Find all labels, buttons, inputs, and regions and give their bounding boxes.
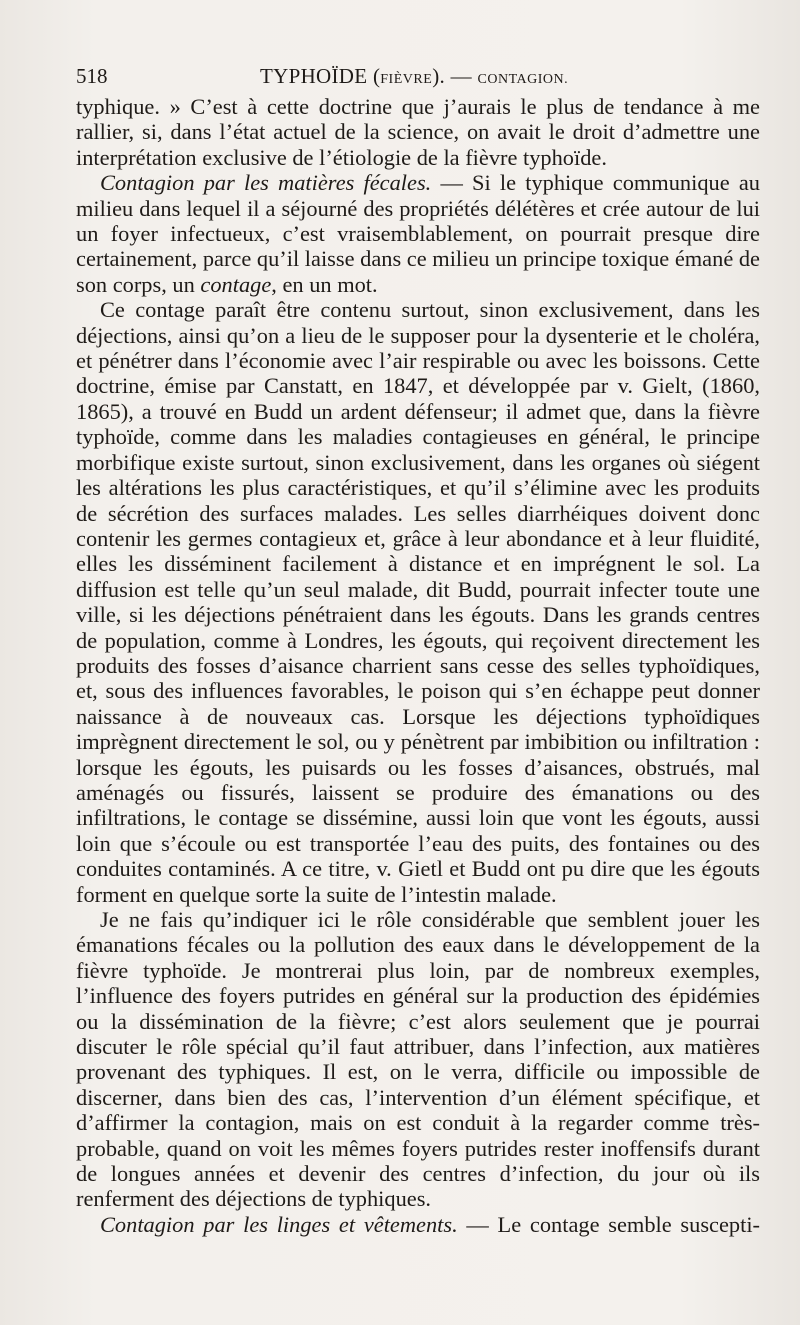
- section-heading-linens: Contagion par les linges et vêtements.: [100, 1211, 458, 1237]
- running-head: [76, 58, 760, 94]
- title-paren-open: (: [372, 64, 381, 88]
- running-title: [260, 58, 568, 98]
- title-main: TYPHOÏDE: [260, 64, 368, 88]
- paragraph-2: [76, 170, 760, 297]
- paragraph-4: Je ne fais qu’indiquer ici le rôle considérable que semblent jouer les émanations fécales ou la pollution des eaux dans le développement de la fièvre typhoïde. Je montrerai plus loin, par de nombreux exemples, l’influence des foyers putrides en général sur la production des épidémies ou la dissémination de la fièvre; c’est alors seulement que je pourrai discuter le rôle spécial qu’il faut attribuer, dans l’infection, aux matières provenant des typhiques. Il est, on le verra, difficile ou impossible de discerner, dans bien des cas, l’intervention d’un élément spécifique, et d’affirmer la contagion, mais on est conduit à la regarder comme très-probable, quand on voit les mêmes foyers putrides rester inoffensifs durant de longues années et devenir des centres d’infection, du jour où ils renferment des déjections de typhiques.: [76, 907, 760, 1212]
- body-text: [76, 94, 760, 1237]
- title-dash: —: [450, 64, 472, 88]
- title-small-caps: FIÈVRE: [380, 72, 433, 87]
- section-heading-fecal: Contagion par les matières fécales.: [100, 170, 432, 196]
- paragraph-2-end: , en un mot.: [271, 271, 378, 297]
- paragraph-5: [76, 1212, 760, 1237]
- title-section: CONTAGION.: [477, 72, 569, 87]
- paragraph-3: Ce contage paraît être contenu surtout, sinon exclusivement, dans les déjections, ainsi qu’on a lieu de le supposer pour la dysenterie et le choléra, et pénétrer dans l’économie avec l’air respirable ou avec les boissons. Cette doctrine, émise par Canstatt, en 1847, et développée par v. Gielt, (1860, 1865), a trouvé en Budd un ardent défenseur; il admet que, dans la fièvre typhoïde, comme dans les maladies contagieuses en général, le principe morbifique existe surtout, sinon exclusivement, dans les organes où siégent les altérations les plus caractéristiques, et qu’il s’élimine avec les produits de sécrétion des surfaces malades. Les selles diarrhéiques doivent donc contenir les germes contagieux et, grâce à leur abondance et à leur fluidité, elles les disséminent facilement à distance et en imprégnent le sol. La diffusion est telle qu’un seul malade, dit Budd, pourrait infecter toute une ville, si les déjections pénétraient dans les égouts. Dans les grands centres de population, comme à Londres, les égouts, qui reçoivent directement les produits des fosses d’aisance charrient sans cesse des selles typhoïdiques, et, sous des influences favorables, le poison qui s’en échappe peut donner naissance à de nouveaux cas. Lorsque les déjections typhoïdiques imprègnent directement le sol, ou y pénètrent par imbibition ou infiltration : lorsque les égouts, les puisards ou les fosses d’aisances, obstrués, mal aménagés ou fissurés, laissent se produire des émanations ou des infiltrations, le contage se dissémine, aussi loin que vont les égouts, aussi loin que s’écoule ou est transportée l’eau des puits, des fontaines ou des conduites contaminés. A ce titre, v. Gietl et Budd ont pu dire que les égouts forment en quelque sorte la suite de l’intestin malade.: [76, 297, 760, 907]
- paragraph-2-body: — Si le typhique communique au milieu dans lequel il a séjourné des propriétés délétères et crée autour de lui un foyer infectueux, c’est vraisemblablement, on pourrait presque dire certainement, parce qu’il laisse dans ce milieu un principe toxique émané de son corps, un: [76, 170, 760, 297]
- title-paren-close: ).: [432, 64, 446, 88]
- paragraph-5-body: — Le contage semble suscepti-: [457, 1211, 760, 1237]
- page-number: 518: [76, 64, 108, 88]
- term-contage: contage: [200, 271, 272, 297]
- paragraph-1: typhique. » C’est à cette doctrine que j’aurais le plus de tendance à me rallier, si, dans l’état actuel de la science, on avait le droit d’admettre une interprétation exclusive de l’étiologie de la fièvre typhoïde.: [76, 94, 760, 170]
